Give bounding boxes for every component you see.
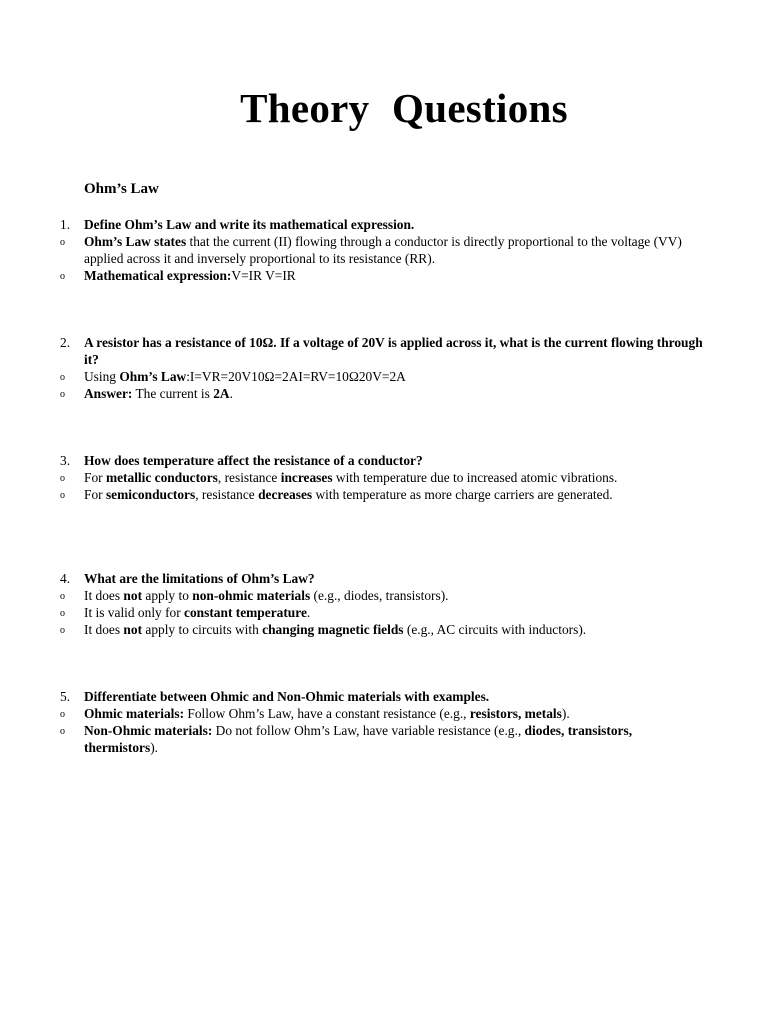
question-block [0,452,768,503]
answer-item: o Answer: The current is 2A. [60,386,233,401]
bullet-marker: o [60,473,65,484]
page-title: Theory Questions [240,85,568,131]
answer-item: o For metallic conductors, resistance increases with temperature due to increased atomic vibrations. [60,470,618,485]
answer-item: o Using Ohm’s Law:I=VR=20V10Ω=2AI=RV=10Ω20V=2A [60,369,406,384]
bullet-marker: o [60,372,65,383]
bullet-marker: o [60,490,65,501]
answer-item: o Non-Ohmic materials: Do not follow Ohm’s Law, have variable resistance (e.g., diodes, transistors, thermistors). [60,723,633,755]
question-block [0,334,768,402]
answer-item: o It does not apply to non-ohmic materials (e.g., diodes, transistors). [60,588,449,603]
question-row [0,216,768,233]
answer-item: o Mathematical expression:V=IR V=IR [60,268,296,283]
answer-item: o Ohm’s Law states that the current (II) flowing through a conductor is directly proportional to the voltage (VV) applied across it and inversely proportional to its resistance (RR). [60,234,682,266]
question-number: 1. [60,217,71,232]
bullet-marker: o [60,271,65,282]
question-number: 5. [60,689,71,704]
bullet-marker: o [60,625,65,636]
question-text: Define Ohm’s Law and write its mathematical expression. [84,217,415,232]
bullet-marker: o [60,237,65,248]
question-row [0,570,768,587]
bullet-marker: o [60,726,65,737]
bullet-marker: o [60,389,65,400]
answer-item: o It is valid only for constant temperature. [60,605,311,620]
question-number: 3. [60,453,71,468]
bullet-marker: o [60,709,65,720]
answer-item: o Ohmic materials: Follow Ohm’s Law, have a constant resistance (e.g., resistors, metals). [60,706,570,721]
question-number: 4. [60,571,71,586]
question-row [0,452,768,469]
question-block [0,216,768,284]
question-text: A resistor has a resistance of 10Ω. If a voltage of 20V is applied across it, what is the current flowing through it? [84,335,703,367]
bullet-marker: o [60,608,65,619]
bullet-marker: o [60,591,65,602]
question-block [0,570,768,638]
question-text: How does temperature affect the resistance of a conductor? [84,453,423,468]
question-row [0,688,768,705]
question-text: What are the limitations of Ohm’s Law? [84,571,315,586]
question-block [0,688,768,756]
question-text: Differentiate between Ohmic and Non-Ohmic materials with examples. [84,689,490,704]
question-number: 2. [60,335,71,350]
section-heading: Ohm’s Law [84,181,159,197]
question-row [0,334,768,368]
answer-item: o It does not apply to circuits with changing magnetic fields (e.g., AC circuits with inductors). [60,622,587,637]
answer-item: o For semiconductors, resistance decreases with temperature as more charge carriers are generated. [60,487,613,502]
